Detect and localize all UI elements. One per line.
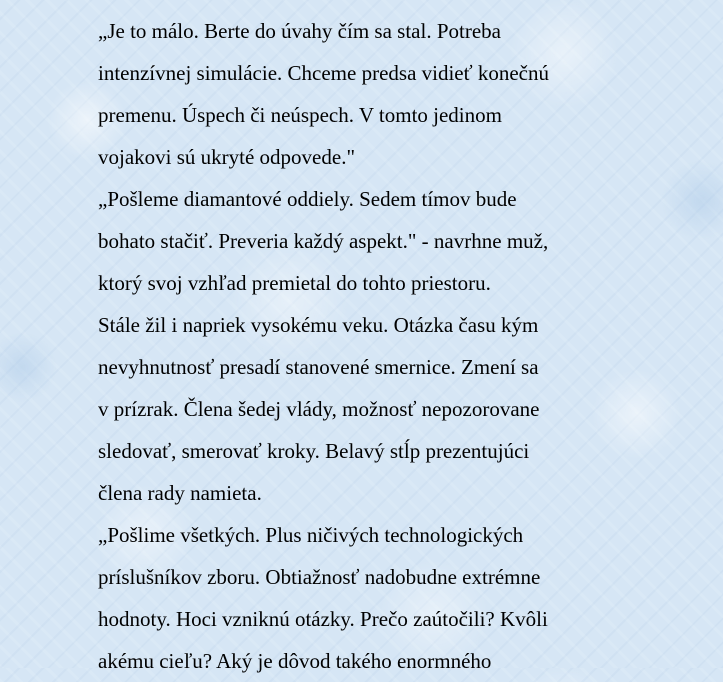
text-line: príslušníkov zboru. Obtiažnosť nadobudne extrémne bbox=[98, 565, 541, 589]
text-line: „Je to málo. Berte do úvahy čím sa stal. Potreba bbox=[98, 19, 501, 43]
document-body bbox=[98, 10, 658, 682]
text-line: v prízrak. Člena šedej vlády, možnosť nepozorovane bbox=[98, 397, 540, 421]
text-line: nevyhnutnosť presadí stanovené smernice. Zmení sa bbox=[98, 355, 539, 379]
text-line: Stále žil i napriek vysokému veku. Otázka času kým bbox=[98, 313, 539, 337]
text-line: intenzívnej simulácie. Chceme predsa vidieť konečnú bbox=[98, 61, 549, 85]
text-line: akému cieľu? Aký je dôvod takého enormného bbox=[98, 649, 492, 673]
text-line: člena rady namieta. bbox=[98, 481, 262, 505]
text-line: hodnoty. Hoci vzniknú otázky. Prečo zaútočili? Kvôli bbox=[98, 607, 548, 631]
text-line: vojakovi sú ukryté odpovede." bbox=[98, 145, 356, 169]
text-line: premenu. Úspech či neúspech. V tomto jedinom bbox=[98, 103, 502, 127]
text-line: „Pošleme diamantové oddiely. Sedem tímov bude bbox=[98, 187, 517, 211]
text-line: sledovať, smerovať kroky. Belavý stĺp prezentujúci bbox=[98, 439, 530, 463]
text-line: bohato stačiť. Preveria každý aspekt." - navrhne muž, bbox=[98, 229, 549, 253]
text-line: ktorý svoj vzhľad premietal do tohto priestoru. bbox=[98, 271, 491, 295]
text-line: „Pošlime všetkých. Plus ničivých technologických bbox=[98, 523, 524, 547]
